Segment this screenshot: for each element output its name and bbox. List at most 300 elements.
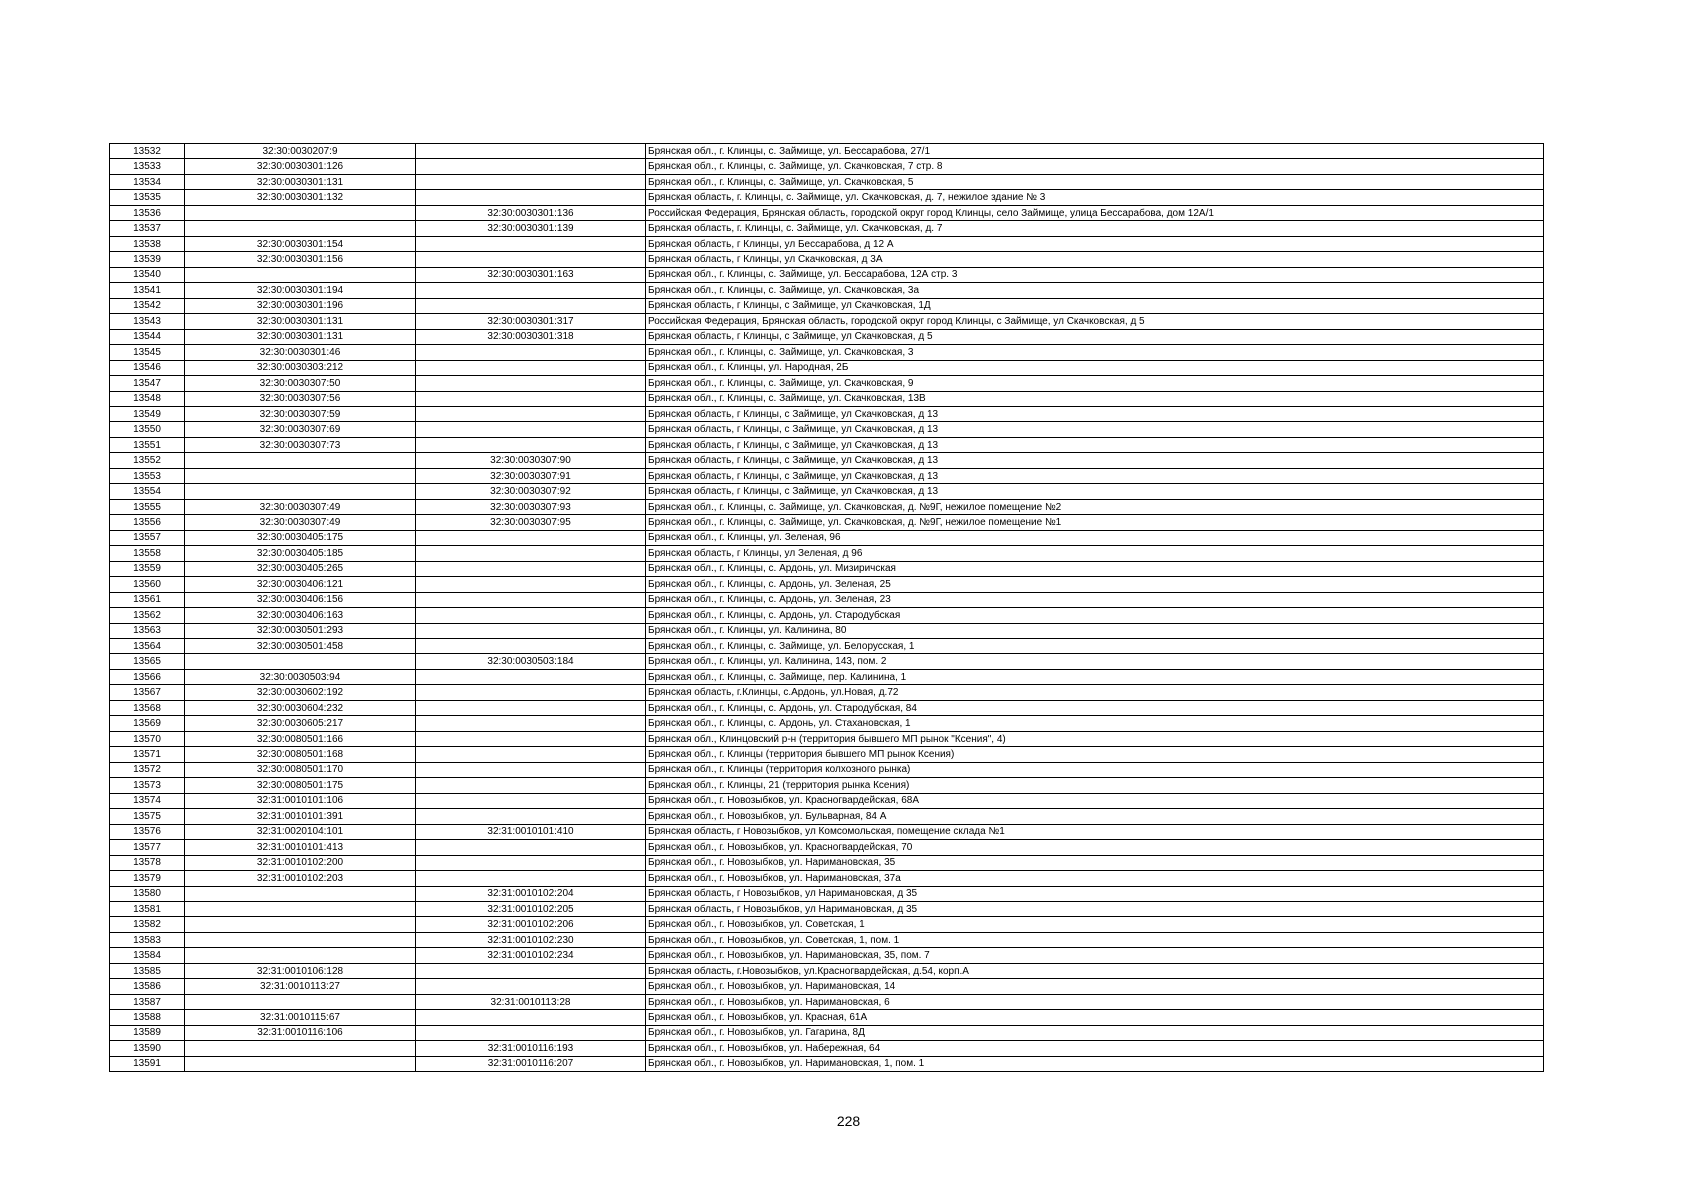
row-number-cell: 13589 [110,1025,185,1040]
row-number-cell: 13567 [110,685,185,700]
address-cell: Брянская обл., г. Новозыбков, ул. Красная, 61А [646,1010,1544,1025]
row-number-cell: 13588 [110,1010,185,1025]
address-cell: Российская Федерация, Брянская область, городской округ город Клинцы, с Займище, ул Скачковская, д 5 [646,314,1544,329]
row-number-cell: 13577 [110,840,185,855]
table-row [110,700,1544,715]
row-number-cell: 13532 [110,144,185,159]
table-row [110,639,1544,654]
table-row [110,314,1544,329]
row-number-cell: 13554 [110,484,185,499]
table-row [110,747,1544,762]
second-cadastral-number-cell [416,608,646,623]
table-row [110,592,1544,607]
table-row [110,406,1544,421]
table-row [110,762,1544,777]
cadastral-number-cell [185,221,416,236]
row-number-cell: 13551 [110,437,185,452]
row-number-cell: 13585 [110,963,185,978]
table-row [110,979,1544,994]
address-cell: Брянская обл., г. Клинцы, с. Ардонь, ул. Стародубская, 84 [646,700,1544,715]
address-cell: Брянская обл., г. Новозыбков, ул. Набережная, 64 [646,1041,1544,1056]
table-row [110,546,1544,561]
table-row [110,855,1544,870]
cadastral-number-cell: 32:31:0010101:391 [185,809,416,824]
address-cell: Брянская область, г Клинцы, с Займище, ул Скачковская, д 13 [646,437,1544,452]
second-cadastral-number-cell [416,577,646,592]
row-number-cell: 13569 [110,716,185,731]
cadastral-number-cell [185,901,416,916]
address-cell: Брянская обл., г. Клинцы, ул. Зеленая, 96 [646,530,1544,545]
row-number-cell: 13576 [110,824,185,839]
address-cell: Брянская область, г Новозыбков, ул Наримановская, д 35 [646,886,1544,901]
row-number-cell: 13561 [110,592,185,607]
table-row [110,468,1544,483]
second-cadastral-number-cell: 32:30:0030307:91 [416,468,646,483]
table-row [110,669,1544,684]
row-number-cell: 13582 [110,917,185,932]
cadastral-number-cell: 32:30:0030301:126 [185,159,416,174]
address-cell: Брянская обл., г. Клинцы, с. Займище, ул. Скачковская, 3а [646,283,1544,298]
row-number-cell: 13564 [110,639,185,654]
address-cell: Брянская область, г. Клинцы, с. Займище, ул. Скачковская, д. 7 [646,221,1544,236]
row-number-cell: 13538 [110,236,185,251]
second-cadastral-number-cell [416,283,646,298]
table-row [110,283,1544,298]
cadastral-number-cell: 32:30:0030604:232 [185,700,416,715]
table-row [110,252,1544,267]
cadastral-number-cell [185,948,416,963]
table-row [110,917,1544,932]
cadastral-number-cell: 32:30:0030406:163 [185,608,416,623]
table-row [110,1056,1544,1071]
address-cell: Брянская обл., г. Новозыбков, ул. Гагарина, 8Д [646,1025,1544,1040]
cadastral-number-cell: 32:31:0010102:200 [185,855,416,870]
second-cadastral-number-cell [416,236,646,251]
cadastral-number-cell: 32:30:0030307:50 [185,376,416,391]
address-cell: Российская Федерация, Брянская область, городской округ город Клинцы, село Займище, улица Бессарабова, дом 12А/1 [646,205,1544,220]
second-cadastral-number-cell [416,778,646,793]
table-row [110,809,1544,824]
table-row [110,221,1544,236]
address-cell: Брянская область, г Новозыбков, ул Комсомольская, помещение склада №1 [646,824,1544,839]
table-row [110,144,1544,159]
row-number-cell: 13571 [110,747,185,762]
row-number-cell: 13575 [110,809,185,824]
row-number-cell: 13534 [110,174,185,189]
cadastral-number-cell: 32:30:0030301:131 [185,329,416,344]
address-cell: Брянская обл., Клинцовский р-н (территория бывшего МП рынок "Ксения", 4) [646,731,1544,746]
cadastral-number-cell [185,1056,416,1071]
second-cadastral-number-cell [416,376,646,391]
second-cadastral-number-cell [416,190,646,205]
second-cadastral-number-cell: 32:30:0030301:318 [416,329,646,344]
cadastral-number-cell [185,267,416,282]
address-cell: Брянская обл., г. Клинцы, с. Ардонь, ул. Мизиричская [646,561,1544,576]
address-cell: Брянская область, г Новозыбков, ул Наримановская, д 35 [646,901,1544,916]
second-cadastral-number-cell [416,422,646,437]
second-cadastral-number-cell: 32:30:0030307:95 [416,515,646,530]
address-cell: Брянская обл., г. Новозыбков, ул. Советская, 1 [646,917,1544,932]
second-cadastral-number-cell: 32:31:0010102:205 [416,901,646,916]
second-cadastral-number-cell: 32:31:0010102:234 [416,948,646,963]
address-cell: Брянская обл., г. Новозыбков, ул. Советская, 1, пом. 1 [646,932,1544,947]
row-number-cell: 13568 [110,700,185,715]
address-cell: Брянская обл., г. Клинцы, с. Ардонь, ул. Зеленая, 23 [646,592,1544,607]
cadastral-number-cell: 32:30:0030307:49 [185,515,416,530]
table-row [110,778,1544,793]
address-cell: Брянская область, г Клинцы, с Займище, ул Скачковская, д 13 [646,484,1544,499]
row-number-cell: 13548 [110,391,185,406]
table-row [110,901,1544,916]
address-cell: Брянская обл., г. Новозыбков, ул. Наримановская, 37а [646,871,1544,886]
cadastral-number-cell [185,468,416,483]
address-cell: Брянская обл., г. Клинцы, с. Займище, пер. Калинина, 1 [646,669,1544,684]
cadastral-number-cell: 32:30:0030301:131 [185,174,416,189]
second-cadastral-number-cell: 32:30:0030301:136 [416,205,646,220]
cadastral-number-cell: 32:30:0030307:73 [185,437,416,452]
table-row [110,871,1544,886]
second-cadastral-number-cell [416,747,646,762]
row-number-cell: 13587 [110,994,185,1009]
second-cadastral-number-cell [416,700,646,715]
row-number-cell: 13572 [110,762,185,777]
address-cell: Брянская обл., г. Новозыбков, ул. Наримановская, 35 [646,855,1544,870]
cadastral-number-cell: 32:30:0030406:121 [185,577,416,592]
second-cadastral-number-cell [416,1025,646,1040]
second-cadastral-number-cell [416,1010,646,1025]
second-cadastral-number-cell [416,174,646,189]
table-row [110,236,1544,251]
second-cadastral-number-cell [416,345,646,360]
row-number-cell: 13578 [110,855,185,870]
table-row [110,948,1544,963]
second-cadastral-number-cell [416,840,646,855]
cadastral-number-cell [185,886,416,901]
cadastral-number-cell: 32:30:0030301:46 [185,345,416,360]
row-number-cell: 13584 [110,948,185,963]
cadastral-number-cell: 32:30:0080501:168 [185,747,416,762]
second-cadastral-number-cell [416,716,646,731]
table-row [110,840,1544,855]
address-cell: Брянская область, г Клинцы, с Займище, ул Скачковская, д 13 [646,468,1544,483]
second-cadastral-number-cell: 32:30:0030503:184 [416,654,646,669]
address-cell: Брянская обл., г. Клинцы, ул. Народная, 2Б [646,360,1544,375]
table-row [110,360,1544,375]
cadastral-number-cell: 32:30:0030605:217 [185,716,416,731]
second-cadastral-number-cell [416,871,646,886]
address-cell: Брянская область, г Клинцы, с Займище, ул Скачковская, 1Д [646,298,1544,313]
cadastral-number-cell [185,453,416,468]
row-number-cell: 13535 [110,190,185,205]
second-cadastral-number-cell: 32:31:0010116:207 [416,1056,646,1071]
cadastral-number-cell: 32:30:0030406:156 [185,592,416,607]
second-cadastral-number-cell: 32:31:0010102:230 [416,932,646,947]
cadastral-number-cell: 32:30:0030301:154 [185,236,416,251]
cadastral-number-cell: 32:30:0030301:131 [185,314,416,329]
address-cell: Брянская обл., г. Клинцы, с. Займище, ул. Скачковская, д. №9Г, нежилое помещение №1 [646,515,1544,530]
row-number-cell: 13580 [110,886,185,901]
table-row [110,577,1544,592]
second-cadastral-number-cell [416,437,646,452]
second-cadastral-number-cell [416,546,646,561]
address-cell: Брянская область, г Клинцы, с Займище, ул Скачковская, д 13 [646,422,1544,437]
table-row [110,159,1544,174]
row-number-cell: 13566 [110,669,185,684]
row-number-cell: 13560 [110,577,185,592]
second-cadastral-number-cell [416,963,646,978]
row-number-cell: 13583 [110,932,185,947]
address-cell: Брянская обл., г. Новозыбков, ул. Наримановская, 1, пом. 1 [646,1056,1544,1071]
table-row [110,963,1544,978]
row-number-cell: 13557 [110,530,185,545]
row-number-cell: 13550 [110,422,185,437]
table-row [110,174,1544,189]
cadastral-number-cell: 32:30:0030501:458 [185,639,416,654]
cadastral-number-cell: 32:31:0010102:203 [185,871,416,886]
table-row [110,886,1544,901]
cadastral-number-cell [185,932,416,947]
address-cell: Брянская область, г Клинцы, с Займище, ул Скачковская, д 13 [646,453,1544,468]
cadastral-number-cell: 32:31:0020104:101 [185,824,416,839]
address-cell: Брянская обл., г. Новозыбков, ул. Красногвардейская, 68А [646,793,1544,808]
row-number-cell: 13586 [110,979,185,994]
table-row [110,267,1544,282]
cadastral-number-cell: 32:30:0030307:69 [185,422,416,437]
address-cell: Брянская область, г.Клинцы, с.Ардонь, ул.Новая, д.72 [646,685,1544,700]
row-number-cell: 13562 [110,608,185,623]
address-cell: Брянская обл., г. Клинцы (территория колхозного рынка) [646,762,1544,777]
second-cadastral-number-cell [416,809,646,824]
cadastral-number-cell: 32:30:0030307:49 [185,499,416,514]
address-cell: Брянская область, г. Клинцы, с. Займище, ул. Скачковская, д. 7, нежилое здание № 3 [646,190,1544,205]
second-cadastral-number-cell [416,561,646,576]
table-row [110,376,1544,391]
row-number-cell: 13540 [110,267,185,282]
cadastral-number-cell [185,484,416,499]
second-cadastral-number-cell [416,252,646,267]
table-row [110,1041,1544,1056]
row-number-cell: 13552 [110,453,185,468]
address-cell: Брянская обл., г. Новозыбков, ул. Наримановская, 14 [646,979,1544,994]
address-cell: Брянская обл., г. Клинцы, с. Ардонь, ул. Зеленая, 25 [646,577,1544,592]
table-row [110,391,1544,406]
address-cell: Брянская обл., г. Клинцы, с. Ардонь, ул. Стародубская [646,608,1544,623]
table-row [110,793,1544,808]
cadastral-number-cell: 32:31:0010101:413 [185,840,416,855]
second-cadastral-number-cell: 32:31:0010101:410 [416,824,646,839]
second-cadastral-number-cell: 32:30:0030307:93 [416,499,646,514]
address-cell: Брянская обл., г. Клинцы, с. Займище, ул. Скачковская, д. №9Г, нежилое помещение №2 [646,499,1544,514]
address-cell: Брянская обл., г. Новозыбков, ул. Красногвардейская, 70 [646,840,1544,855]
address-cell: Брянская область, г Клинцы, с Займище, ул Скачковская, д 5 [646,329,1544,344]
table-row [110,608,1544,623]
address-cell: Брянская обл., г. Клинцы, с. Займище, ул. Скачковская, 9 [646,376,1544,391]
address-cell: Брянская обл., г. Клинцы, ул. Калинина, 80 [646,623,1544,638]
cadastral-number-cell: 32:30:0030207:9 [185,144,416,159]
address-cell: Брянская обл., г. Клинцы, 21 (территория рынка Ксения) [646,778,1544,793]
second-cadastral-number-cell [416,592,646,607]
row-number-cell: 13547 [110,376,185,391]
address-cell: Брянская область, г Клинцы, ул Скачковская, д 3А [646,252,1544,267]
second-cadastral-number-cell: 32:31:0010102:204 [416,886,646,901]
second-cadastral-number-cell [416,159,646,174]
page-number: 228 [836,1113,861,1129]
row-number-cell: 13533 [110,159,185,174]
row-number-cell: 13539 [110,252,185,267]
second-cadastral-number-cell: 32:31:0010116:193 [416,1041,646,1056]
cadastral-number-cell: 32:30:0030301:156 [185,252,416,267]
table-row [110,932,1544,947]
address-cell: Брянская обл., г. Клинцы, с. Займище, ул. Бессарабова, 27/1 [646,144,1544,159]
cadastral-number-cell: 32:31:0010101:106 [185,793,416,808]
table-row [110,731,1544,746]
address-cell: Брянская обл., г. Новозыбков, ул. Бульварная, 84 А [646,809,1544,824]
row-number-cell: 13541 [110,283,185,298]
cadastral-number-cell: 32:30:0030501:293 [185,623,416,638]
table-row [110,453,1544,468]
second-cadastral-number-cell [416,855,646,870]
table-row [110,499,1544,514]
table-row [110,561,1544,576]
row-number-cell: 13542 [110,298,185,313]
address-cell: Брянская обл., г. Клинцы, с. Займище, ул. Скачковская, 13В [646,391,1544,406]
second-cadastral-number-cell [416,391,646,406]
address-cell: Брянская обл., г. Клинцы, с. Займище, ул. Скачковская, 7 стр. 8 [646,159,1544,174]
second-cadastral-number-cell [416,639,646,654]
address-cell: Брянская обл., г. Клинцы (территория бывшего МП рынок Ксения) [646,747,1544,762]
table-row [110,205,1544,220]
table-row [110,515,1544,530]
row-number-cell: 13559 [110,561,185,576]
row-number-cell: 13590 [110,1041,185,1056]
cadastral-number-cell [185,205,416,220]
table-row [110,1010,1544,1025]
address-cell: Брянская обл., г. Клинцы, с. Ардонь, ул. Стахановская, 1 [646,716,1544,731]
cadastral-number-cell: 32:31:0010115:67 [185,1010,416,1025]
second-cadastral-number-cell: 32:31:0010102:206 [416,917,646,932]
table-row [110,530,1544,545]
address-cell: Брянская обл., г. Клинцы, с. Займище, ул. Белорусская, 1 [646,639,1544,654]
cadastral-number-cell: 32:30:0080501:166 [185,731,416,746]
table-body [110,144,1544,1072]
cadastral-number-cell: 32:30:0030405:175 [185,530,416,545]
address-cell: Брянская обл., г. Клинцы, с. Займище, ул. Скачковская, 3 [646,345,1544,360]
second-cadastral-number-cell [416,685,646,700]
cadastral-number-cell: 32:30:0030307:56 [185,391,416,406]
row-number-cell: 13546 [110,360,185,375]
cadastral-number-cell: 32:31:0010116:106 [185,1025,416,1040]
cadastral-number-cell: 32:31:0010106:128 [185,963,416,978]
second-cadastral-number-cell: 32:30:0030301:163 [416,267,646,282]
address-cell: Брянская обл., г. Клинцы, ул. Калинина, 143, пом. 2 [646,654,1544,669]
cadastral-number-cell: 32:30:0030405:265 [185,561,416,576]
second-cadastral-number-cell [416,762,646,777]
address-cell: Брянская область, г Клинцы, ул Зеленая, д 96 [646,546,1544,561]
second-cadastral-number-cell: 32:30:0030307:90 [416,453,646,468]
second-cadastral-number-cell: 32:31:0010113:28 [416,994,646,1009]
row-number-cell: 13555 [110,499,185,514]
address-cell: Брянская обл., г. Новозыбков, ул. Наримановская, 6 [646,994,1544,1009]
cadastral-number-cell [185,1041,416,1056]
cadastral-number-cell [185,654,416,669]
table-row [110,716,1544,731]
table-row [110,345,1544,360]
row-number-cell: 13549 [110,406,185,421]
second-cadastral-number-cell [416,623,646,638]
row-number-cell: 13573 [110,778,185,793]
cadastral-number-cell: 32:30:0030307:59 [185,406,416,421]
cadastral-number-cell: 32:30:0030602:192 [185,685,416,700]
table-row [110,484,1544,499]
row-number-cell: 13537 [110,221,185,236]
row-number-cell: 13536 [110,205,185,220]
table-row [110,685,1544,700]
row-number-cell: 13553 [110,468,185,483]
row-number-cell: 13579 [110,871,185,886]
second-cadastral-number-cell [416,144,646,159]
cadastral-number-cell: 32:30:0030301:132 [185,190,416,205]
cadastral-number-cell: 32:30:0030301:196 [185,298,416,313]
row-number-cell: 13570 [110,731,185,746]
address-cell: Брянская обл., г. Клинцы, с. Займище, ул. Скачковская, 5 [646,174,1544,189]
row-number-cell: 13574 [110,793,185,808]
second-cadastral-number-cell: 32:30:0030307:92 [416,484,646,499]
cadastral-number-cell [185,994,416,1009]
address-cell: Брянская область, г.Новозыбков, ул.Красногвардейская, д.54, корп.А [646,963,1544,978]
table-row [110,824,1544,839]
table-row [110,298,1544,313]
cadastral-number-cell: 32:31:0010113:27 [185,979,416,994]
cadastral-number-cell: 32:30:0030303:212 [185,360,416,375]
second-cadastral-number-cell [416,731,646,746]
second-cadastral-number-cell: 32:30:0030301:317 [416,314,646,329]
table-row [110,190,1544,205]
row-number-cell: 13556 [110,515,185,530]
row-number-cell: 13545 [110,345,185,360]
address-cell: Брянская область, г Клинцы, с Займище, ул Скачковская, д 13 [646,406,1544,421]
address-cell: Брянская область, г Клинцы, ул Бессарабова, д 12 А [646,236,1544,251]
row-number-cell: 13581 [110,901,185,916]
second-cadastral-number-cell [416,298,646,313]
table-row [110,654,1544,669]
second-cadastral-number-cell: 32:30:0030301:139 [416,221,646,236]
table-row [110,329,1544,344]
second-cadastral-number-cell [416,406,646,421]
table-row [110,623,1544,638]
second-cadastral-number-cell [416,669,646,684]
cadastral-number-cell: 32:30:0080501:170 [185,762,416,777]
address-cell: Брянская обл., г. Новозыбков, ул. Наримановская, 35, пом. 7 [646,948,1544,963]
table-row [110,437,1544,452]
table-row [110,994,1544,1009]
row-number-cell: 13544 [110,329,185,344]
table-row [110,1025,1544,1040]
row-number-cell: 13565 [110,654,185,669]
second-cadastral-number-cell [416,793,646,808]
row-number-cell: 13543 [110,314,185,329]
second-cadastral-number-cell [416,530,646,545]
row-number-cell: 13558 [110,546,185,561]
table-row [110,422,1544,437]
row-number-cell: 13563 [110,623,185,638]
cadastral-number-cell: 32:30:0030503:94 [185,669,416,684]
cadastral-number-cell: 32:30:0030301:194 [185,283,416,298]
cadastral-number-cell [185,917,416,932]
cadastral-number-cell: 32:30:0080501:175 [185,778,416,793]
row-number-cell: 13591 [110,1056,185,1071]
property-table [109,143,1544,1072]
second-cadastral-number-cell [416,360,646,375]
